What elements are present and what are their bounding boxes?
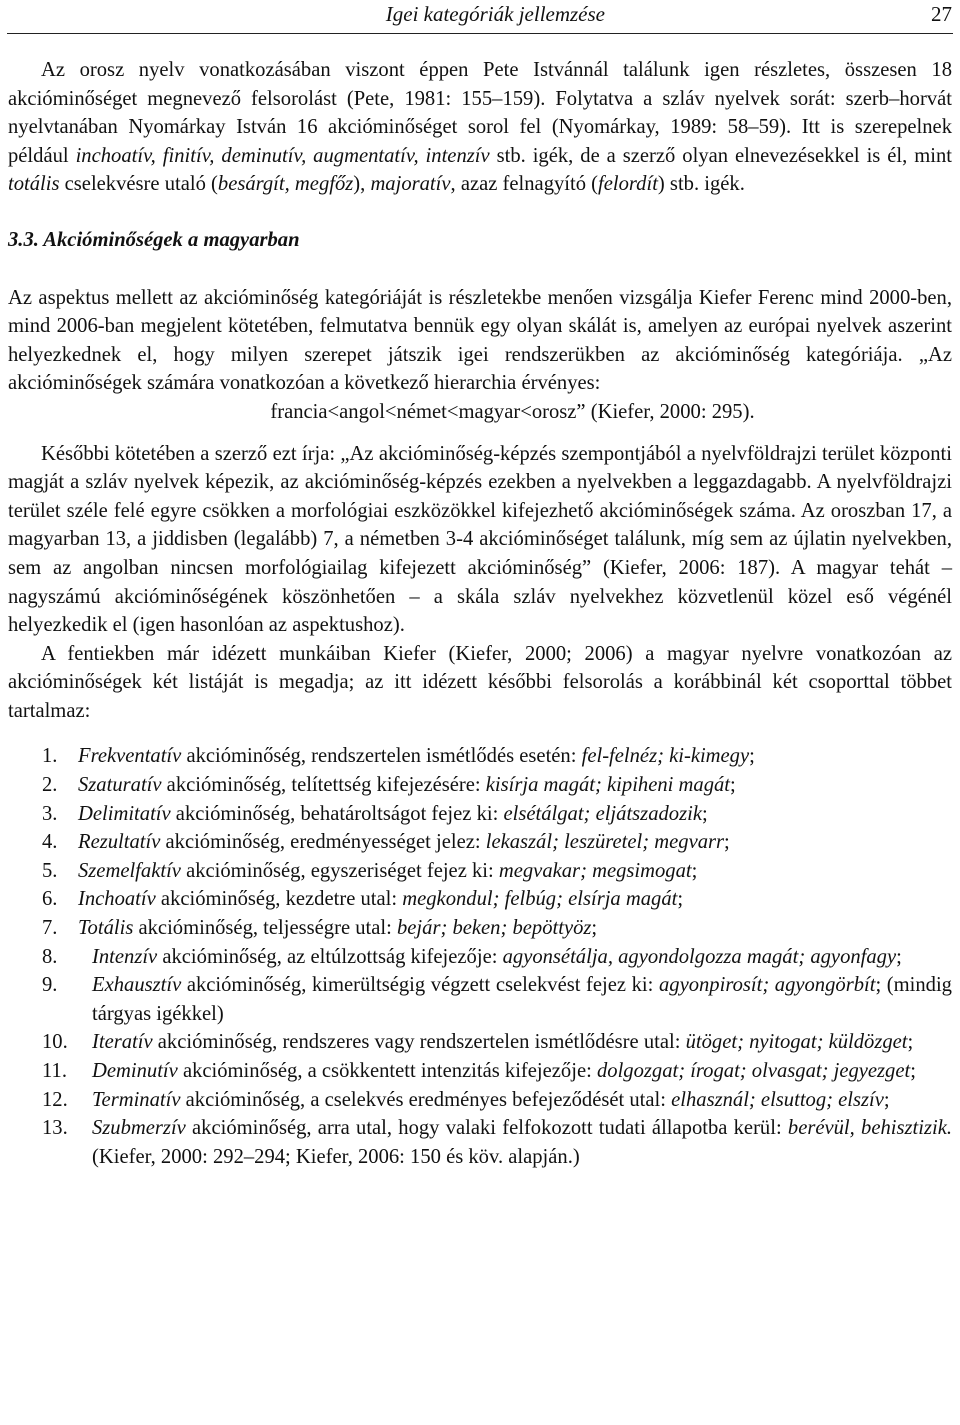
list-item-description: akcióminőség, rendszertelen ismétlődés esetén: (181, 745, 582, 768)
list-item-examples: dolgozgat; írogat; olvasgat; jegyezget (596, 1060, 911, 1082)
list-item-text (78, 828, 952, 857)
list-item (8, 857, 952, 886)
list-item (8, 971, 952, 1028)
list-item-description: akcióminőség, kezdetre utal: (155, 888, 403, 911)
list-item-examples: berévül, behisztizik. (787, 1117, 952, 1140)
list-item-term: Rezultatív (78, 831, 161, 854)
list-item-text (92, 1114, 952, 1171)
list-item-tail: ; (730, 774, 736, 797)
list-item-text (78, 800, 952, 829)
list-item-examples: ütöget; nyitogat; küldözget (685, 1031, 908, 1054)
list-item-examples: elsétálgat; eljátszadozik (503, 802, 702, 825)
list-item-tail: ; (mindig tárgyas igékkel) (92, 974, 952, 1025)
list-item-tail: (Kiefer, 2000: 292–294; Kiefer, 2006: 150 és köv. alapján.) (92, 1145, 580, 1168)
list-item-text (78, 857, 952, 886)
body-text (8, 56, 952, 1171)
section-heading: 3.3. Akcióminőségek a magyarban (8, 228, 300, 251)
list-item-examples: fel-felnéz; ki-kimegy (581, 745, 750, 768)
list-item-description: akcióminőség, telítettség kifejezésére: (161, 774, 486, 797)
list-item (8, 828, 952, 857)
list-item-examples: megkondul; felbúg; elsírja magát (402, 888, 678, 911)
list-item-description: akcióminőség, eredményességet jelez: (160, 831, 486, 854)
list-item-term: Szemelfaktív (78, 859, 181, 882)
aktionsart-list (8, 742, 952, 1171)
list-item-term: Szaturatív (78, 774, 162, 797)
list-item-term: Deminutív (92, 1060, 178, 1082)
running-header (0, 0, 960, 36)
list-item-number: 10. (42, 1031, 68, 1054)
list-item-examples: agyonsétálja, agyondolgozza magát; agyonfagy (502, 945, 897, 968)
list-item (8, 771, 952, 800)
list-item-description: akcióminőség, behatároltságot fejez ki: (170, 802, 504, 825)
list-item-number: 13. (42, 1117, 68, 1140)
list-item-text (92, 1086, 952, 1115)
list-item-examples: megvakar; megsimogat (498, 859, 692, 882)
list-item-term: Intenzív (92, 945, 158, 968)
list-item-tail: ; (910, 1060, 916, 1082)
list-item-term: Totális (78, 917, 134, 940)
list-item-tail: ; (677, 888, 684, 911)
list-item-tail: ; (701, 802, 708, 825)
list-item-number: 9. (42, 974, 58, 997)
list-item-term: Terminatív (92, 1088, 181, 1111)
list-item-term: Iteratív (92, 1031, 153, 1054)
list-item-text (78, 914, 952, 943)
list-item-description: akcióminőség, arra utal, hogy valaki felfokozott tudati állapotba kerül: (185, 1117, 788, 1140)
list-item (8, 1086, 952, 1115)
list-item-text (78, 742, 952, 771)
list-item-number: 5. (42, 859, 58, 882)
list-item-text (78, 885, 952, 914)
list-item-number: 12. (42, 1088, 68, 1111)
list-item-examples: elhasznál; elsuttog; elszív (671, 1088, 884, 1111)
list-item-examples: lekaszál; leszüretel; megvarr (485, 831, 725, 854)
list-item-text (92, 1028, 952, 1057)
list-item-tail: ; (907, 1031, 914, 1054)
list-item (8, 943, 952, 972)
list-item-term: Inchoatív (78, 888, 156, 911)
list-item-description: akcióminőség, kimerültségig végzett cselekvést fejez ki: (181, 974, 659, 997)
list-item-tail: ; (749, 745, 755, 768)
list-item (8, 742, 952, 771)
list-item-text (92, 971, 952, 1028)
list-item-number: 7. (42, 917, 58, 940)
list-item-tail: ; (691, 859, 698, 882)
hierarchy-line: francia<angol<német<magyar<orosz” (Kiefer, 2000: 295). (270, 400, 755, 423)
list-item-description: akcióminőség, egyszeriséget fejez ki: (180, 859, 499, 882)
list-item-text (92, 943, 952, 972)
paragraph-1: Az orosz nyelv vonatkozásában viszont éppen Pete Istvánnál találunk igen részletes, összesen 18 akcióminőséget megnevező felsorolást (Pete, 1981: 155–159). Folytatva a szláv nyelvek sorát: szerb–horvát nyelvtanában Nyomárkay István 16 akcióminőséget sorol fel (Nyomárkay, 1989: 58–59). Itt is szerepelnek például inchoatív, finitív, deminutív, augmentatív, intenzív stb. igék, de a szerző olyan elnevezésekkel is él, mint totális cselekvésre utaló (besárgít, megfőz), majoratív, azaz felnagyító (felordít) stb. igék. (8, 59, 953, 196)
list-item-description: akcióminőség, a csökkentett intenzitás kifejezője: (177, 1060, 597, 1082)
list-item (8, 885, 952, 914)
list-item-term: Exhausztív (92, 974, 182, 997)
list-item (8, 800, 952, 829)
list-item-examples: agyonpirosít; agyongörbít (658, 974, 876, 997)
list-item-examples: kisírja magát; kipiheni magát (485, 774, 731, 797)
paragraph-4: A fentiekben már idézett munkáiban Kiefer (Kiefer, 2000; 2006) a magyar nyelvre vonatkozóan az akcióminőségek két listáját is megadja; az itt idézett későbbi felsorolás a korábbinál két csoporttal többet tartalmaz: (8, 642, 952, 722)
list-item-description: akcióminőség, teljességre utal: (133, 917, 397, 940)
list-item-tail: ; (724, 831, 730, 854)
list-item-text (92, 1057, 952, 1086)
page-number: 27 (931, 2, 952, 26)
list-item-description: akcióminőség, az eltúlzottság kifejezője: (157, 945, 503, 968)
header-title: Igei kategóriák jellemzése (385, 2, 605, 26)
list-item-tail: ; (896, 945, 902, 968)
list-item-term: Szubmerzív (92, 1117, 186, 1140)
paragraph-2: Az aspektus mellett az akcióminőség kategóriáját is részletekbe menően vizsgálja Kiefer Ferenc mind 2000-ben, mind 2006-ban megjelent kötetében, felmutatva bennük egy olyan skálát is, amelyen az európai nyelvek aszerint helyezkednek el, hogy milyen szerepet játszik igei rendszerükben az akcióminőség kategóriája. „Az akcióminőségek számára vonatkozóan a következő hierarchia érvényes: (8, 286, 952, 395)
list-item-tail: ; (591, 917, 598, 940)
list-item-description: akcióminőség, a cselekvés eredményes befejeződését utal: (180, 1088, 672, 1111)
list-item-tail: ; (883, 1088, 890, 1111)
list-item-term: Frekventatív (78, 745, 182, 768)
list-item (8, 1028, 952, 1057)
paragraph-3: Későbbi kötetében a szerző ezt írja: „Az akcióminőség-képzés szempontjából a nyelvföldrajzi terület központi magját a szláv nyelvek képezik, az akcióminőség-képzés ezekben a nyelvekben a leggazdagabb. A nyelvföldrajzi terület széle felé egyre csökken a morfológiai eszközökkel kifejezhető akcióminőségek száma. Az oroszban 17, a magyarban 13, a jiddisben (legalább) 7, a németben 3-4 akcióminőséget találunk, míg sem az újlatin nyelvekben, sem az angolban nincsen morfológiailag kifejezett akcióminőség” (Kiefer, 2006: 187). A magyar tehát – nagyszámú akcióminőségének köszönhetően – a skála szláv nyelvekhez közvetlenül közel eső végénél helyezkedik el (igen hasonlóan az aspektushoz). (8, 442, 952, 637)
list-item-number: 8. (42, 945, 58, 968)
list-item (8, 1057, 952, 1086)
list-item-number: 11. (42, 1060, 67, 1082)
list-item-number: 2. (42, 774, 58, 797)
list-item (8, 1114, 952, 1171)
list-item-text (78, 771, 952, 800)
header-rule (7, 33, 953, 34)
list-item-number: 3. (42, 802, 58, 825)
list-item-examples: bejár; beken; bepöttyöz (396, 917, 592, 940)
list-item-term: Delimitatív (78, 802, 171, 825)
list-item-number: 1. (42, 745, 58, 768)
list-item (8, 914, 952, 943)
list-item-number: 6. (42, 888, 58, 911)
list-item-description: akcióminőség, rendszeres vagy rendszertelen ismétlődésre utal: (152, 1031, 686, 1054)
list-item-number: 4. (42, 831, 58, 854)
